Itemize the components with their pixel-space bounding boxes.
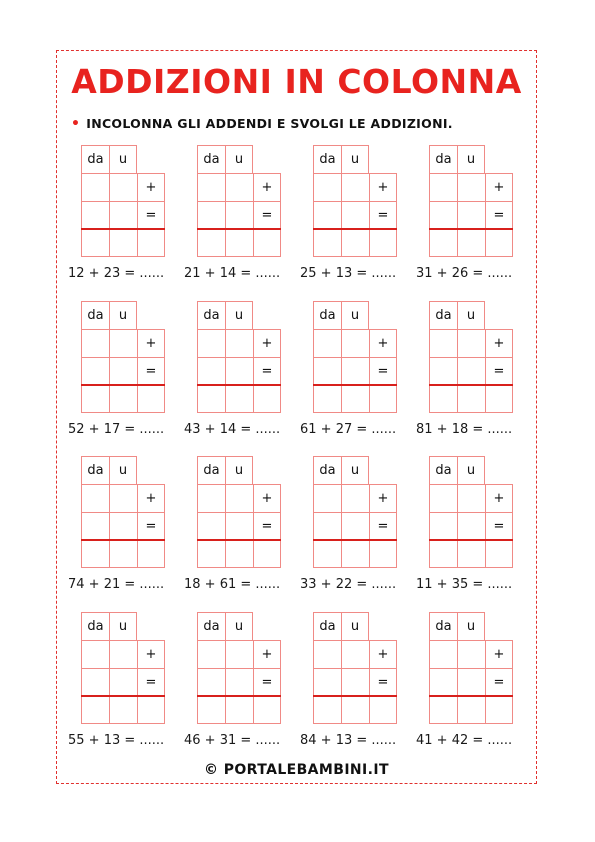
equation-text: 11 + 35 = ...... <box>416 577 513 592</box>
column-addition-grid <box>197 145 281 257</box>
plus-sign: + <box>369 484 397 512</box>
answer-cell <box>485 540 513 568</box>
answer-cell <box>457 668 485 696</box>
answer-cell <box>341 484 369 512</box>
column-addition-grid <box>197 612 281 724</box>
exercise-item <box>300 301 420 451</box>
answer-cell <box>197 668 225 696</box>
tens-header: da <box>81 301 109 329</box>
tens-header: da <box>81 612 109 640</box>
units-header: u <box>225 612 253 640</box>
answer-cell <box>109 385 137 413</box>
answer-cell <box>313 512 341 540</box>
equation-text: 81 + 18 = ...... <box>416 422 513 437</box>
sum-line <box>81 695 165 697</box>
equals-sign: = <box>485 668 513 696</box>
tens-header: da <box>313 301 341 329</box>
units-header: u <box>341 301 369 329</box>
answer-cell <box>341 668 369 696</box>
answer-cell <box>81 484 109 512</box>
answer-cell <box>197 512 225 540</box>
exercise-item <box>184 145 304 295</box>
sum-line <box>313 228 397 230</box>
equation-text: 12 + 23 = ...... <box>68 266 165 281</box>
plus-sign: + <box>369 329 397 357</box>
answer-cell <box>457 329 485 357</box>
column-addition-grid <box>197 301 281 413</box>
equation-text: 61 + 27 = ...... <box>300 422 397 437</box>
answer-cell <box>137 540 165 568</box>
answer-cell <box>457 696 485 724</box>
answer-cell <box>313 173 341 201</box>
answer-cell <box>341 540 369 568</box>
answer-cell <box>341 385 369 413</box>
answer-cell <box>429 640 457 668</box>
exercise-item <box>68 145 188 295</box>
column-addition-grid <box>81 456 165 568</box>
equals-sign: = <box>369 512 397 540</box>
sum-line <box>81 539 165 541</box>
sum-line <box>197 695 281 697</box>
answer-cell <box>253 229 281 257</box>
plus-sign: + <box>253 329 281 357</box>
units-header: u <box>109 612 137 640</box>
answer-cell <box>313 229 341 257</box>
answer-cell <box>429 385 457 413</box>
tens-header: da <box>429 145 457 173</box>
units-header: u <box>457 456 485 484</box>
equals-sign: = <box>137 668 165 696</box>
equals-sign: = <box>369 357 397 385</box>
column-addition-grid <box>313 456 397 568</box>
tens-header: da <box>197 456 225 484</box>
exercise-item <box>300 145 420 295</box>
plus-sign: + <box>369 640 397 668</box>
answer-cell <box>253 696 281 724</box>
answer-cell <box>485 385 513 413</box>
answer-cell <box>197 696 225 724</box>
units-header: u <box>341 145 369 173</box>
plus-sign: + <box>485 484 513 512</box>
answer-cell <box>109 229 137 257</box>
equals-sign: = <box>485 512 513 540</box>
answer-cell <box>457 512 485 540</box>
answer-cell <box>369 540 397 568</box>
answer-cell <box>253 385 281 413</box>
answer-cell <box>225 385 253 413</box>
answer-cell <box>429 357 457 385</box>
equals-sign: = <box>369 201 397 229</box>
tens-header: da <box>197 145 225 173</box>
equals-sign: = <box>253 357 281 385</box>
answer-cell <box>369 229 397 257</box>
units-header: u <box>341 456 369 484</box>
answer-cell <box>429 696 457 724</box>
column-addition-grid <box>81 145 165 257</box>
instruction <box>71 115 453 133</box>
bullet-icon: • <box>71 116 81 132</box>
exercise-item <box>416 612 536 762</box>
equals-sign: = <box>369 668 397 696</box>
answer-cell <box>313 385 341 413</box>
equation-text: 31 + 26 = ...... <box>416 266 513 281</box>
answer-cell <box>81 512 109 540</box>
exercise-item <box>184 612 304 762</box>
equation-text: 52 + 17 = ...... <box>68 422 165 437</box>
answer-cell <box>341 173 369 201</box>
sum-line <box>81 384 165 386</box>
answer-cell <box>429 668 457 696</box>
answer-cell <box>429 512 457 540</box>
answer-cell <box>81 385 109 413</box>
answer-cell <box>81 640 109 668</box>
answer-cell <box>137 229 165 257</box>
tens-header: da <box>429 456 457 484</box>
tens-header: da <box>197 612 225 640</box>
equation-text: 43 + 14 = ...... <box>184 422 281 437</box>
answer-cell <box>225 512 253 540</box>
equation-text: 55 + 13 = ...... <box>68 733 165 748</box>
plus-sign: + <box>137 484 165 512</box>
answer-cell <box>457 357 485 385</box>
answer-cell <box>253 540 281 568</box>
answer-cell <box>313 540 341 568</box>
answer-cell <box>313 668 341 696</box>
equals-sign: = <box>253 512 281 540</box>
answer-cell <box>197 484 225 512</box>
answer-cell <box>341 640 369 668</box>
answer-cell <box>197 640 225 668</box>
exercise-item <box>416 145 536 295</box>
sum-line <box>313 539 397 541</box>
column-addition-grid <box>313 145 397 257</box>
sum-line <box>429 695 513 697</box>
answer-cell <box>197 201 225 229</box>
answer-cell <box>81 329 109 357</box>
answer-cell <box>341 512 369 540</box>
tens-header: da <box>81 456 109 484</box>
equals-sign: = <box>485 201 513 229</box>
units-header: u <box>457 612 485 640</box>
equals-sign: = <box>137 512 165 540</box>
answer-cell <box>197 173 225 201</box>
answer-cell <box>109 540 137 568</box>
equals-sign: = <box>253 201 281 229</box>
instruction-text: INCOLONNA GLI ADDENDI E SVOLGI LE ADDIZIONI. <box>86 116 453 131</box>
answer-cell <box>457 640 485 668</box>
answer-cell <box>109 173 137 201</box>
equation-text: 21 + 14 = ...... <box>184 266 281 281</box>
answer-cell <box>225 696 253 724</box>
sum-line <box>313 695 397 697</box>
plus-sign: + <box>485 173 513 201</box>
answer-cell <box>109 201 137 229</box>
equation-text: 46 + 31 = ...... <box>184 733 281 748</box>
column-addition-grid <box>429 456 513 568</box>
answer-cell <box>485 696 513 724</box>
answer-cell <box>197 329 225 357</box>
answer-cell <box>137 696 165 724</box>
answer-cell <box>225 329 253 357</box>
exercise-item <box>68 456 188 606</box>
answer-cell <box>225 229 253 257</box>
answer-cell <box>109 640 137 668</box>
answer-cell <box>457 385 485 413</box>
answer-cell <box>109 357 137 385</box>
column-addition-grid <box>197 456 281 568</box>
units-header: u <box>457 301 485 329</box>
answer-cell <box>429 201 457 229</box>
tens-header: da <box>313 612 341 640</box>
units-header: u <box>109 145 137 173</box>
answer-cell <box>369 385 397 413</box>
exercise-item <box>300 612 420 762</box>
answer-cell <box>485 229 513 257</box>
footer-credit: © PORTALEBAMBINI.IT <box>204 762 389 778</box>
tens-header: da <box>429 612 457 640</box>
answer-cell <box>429 484 457 512</box>
plus-sign: + <box>485 640 513 668</box>
answer-cell <box>81 173 109 201</box>
answer-cell <box>109 484 137 512</box>
answer-cell <box>457 229 485 257</box>
answer-cell <box>225 357 253 385</box>
answer-cell <box>313 329 341 357</box>
sum-line <box>197 384 281 386</box>
exercise-item <box>416 301 536 451</box>
answer-cell <box>81 357 109 385</box>
answer-cell <box>369 696 397 724</box>
answer-cell <box>313 484 341 512</box>
answer-cell <box>313 640 341 668</box>
sum-line <box>313 384 397 386</box>
answer-cell <box>81 229 109 257</box>
answer-cell <box>225 668 253 696</box>
plus-sign: + <box>253 640 281 668</box>
sum-line <box>429 384 513 386</box>
plus-sign: + <box>253 484 281 512</box>
sum-line <box>197 228 281 230</box>
units-header: u <box>457 145 485 173</box>
answer-cell <box>457 173 485 201</box>
tens-header: da <box>81 145 109 173</box>
answer-cell <box>81 201 109 229</box>
answer-cell <box>313 201 341 229</box>
answer-cell <box>225 484 253 512</box>
equals-sign: = <box>137 201 165 229</box>
column-addition-grid <box>429 612 513 724</box>
equation-text: 25 + 13 = ...... <box>300 266 397 281</box>
exercise-item <box>184 456 304 606</box>
equals-sign: = <box>253 668 281 696</box>
answer-cell <box>341 201 369 229</box>
units-header: u <box>225 145 253 173</box>
units-header: u <box>225 456 253 484</box>
column-addition-grid <box>81 301 165 413</box>
exercise-item <box>416 456 536 606</box>
column-addition-grid <box>429 301 513 413</box>
sum-line <box>429 539 513 541</box>
equals-sign: = <box>137 357 165 385</box>
units-header: u <box>109 456 137 484</box>
answer-cell <box>341 229 369 257</box>
answer-cell <box>341 696 369 724</box>
column-addition-grid <box>429 145 513 257</box>
answer-cell <box>109 668 137 696</box>
answer-cell <box>109 329 137 357</box>
plus-sign: + <box>137 640 165 668</box>
answer-cell <box>313 357 341 385</box>
answer-cell <box>197 357 225 385</box>
equation-text: 74 + 21 = ...... <box>68 577 165 592</box>
plus-sign: + <box>253 173 281 201</box>
column-addition-grid <box>81 612 165 724</box>
units-header: u <box>341 612 369 640</box>
answer-cell <box>429 173 457 201</box>
tens-header: da <box>313 145 341 173</box>
exercise-item <box>184 301 304 451</box>
answer-cell <box>429 329 457 357</box>
answer-cell <box>81 668 109 696</box>
answer-cell <box>429 229 457 257</box>
answer-cell <box>197 229 225 257</box>
tens-header: da <box>197 301 225 329</box>
answer-cell <box>341 357 369 385</box>
answer-cell <box>313 696 341 724</box>
units-header: u <box>225 301 253 329</box>
answer-cell <box>225 540 253 568</box>
answer-cell <box>341 329 369 357</box>
sum-line <box>197 539 281 541</box>
equation-text: 84 + 13 = ...... <box>300 733 397 748</box>
answer-cell <box>225 173 253 201</box>
exercise-item <box>68 301 188 451</box>
plus-sign: + <box>369 173 397 201</box>
plus-sign: + <box>137 329 165 357</box>
answer-cell <box>457 201 485 229</box>
answer-cell <box>197 540 225 568</box>
tens-header: da <box>429 301 457 329</box>
equation-text: 18 + 61 = ...... <box>184 577 281 592</box>
answer-cell <box>457 484 485 512</box>
answer-cell <box>81 540 109 568</box>
exercise-item <box>300 456 420 606</box>
tens-header: da <box>313 456 341 484</box>
equation-text: 33 + 22 = ...... <box>300 577 397 592</box>
column-addition-grid <box>313 301 397 413</box>
answer-cell <box>197 385 225 413</box>
answer-cell <box>81 696 109 724</box>
answer-cell <box>225 201 253 229</box>
equation-text: 41 + 42 = ...... <box>416 733 513 748</box>
exercise-item <box>68 612 188 762</box>
answer-cell <box>457 540 485 568</box>
answer-cell <box>225 640 253 668</box>
plus-sign: + <box>137 173 165 201</box>
equals-sign: = <box>485 357 513 385</box>
sum-line <box>429 228 513 230</box>
sum-line <box>81 228 165 230</box>
page-title: ADDIZIONI IN COLONNA <box>71 62 522 101</box>
answer-cell <box>137 385 165 413</box>
answer-cell <box>429 540 457 568</box>
plus-sign: + <box>485 329 513 357</box>
answer-cell <box>109 512 137 540</box>
units-header: u <box>109 301 137 329</box>
answer-cell <box>109 696 137 724</box>
column-addition-grid <box>313 612 397 724</box>
